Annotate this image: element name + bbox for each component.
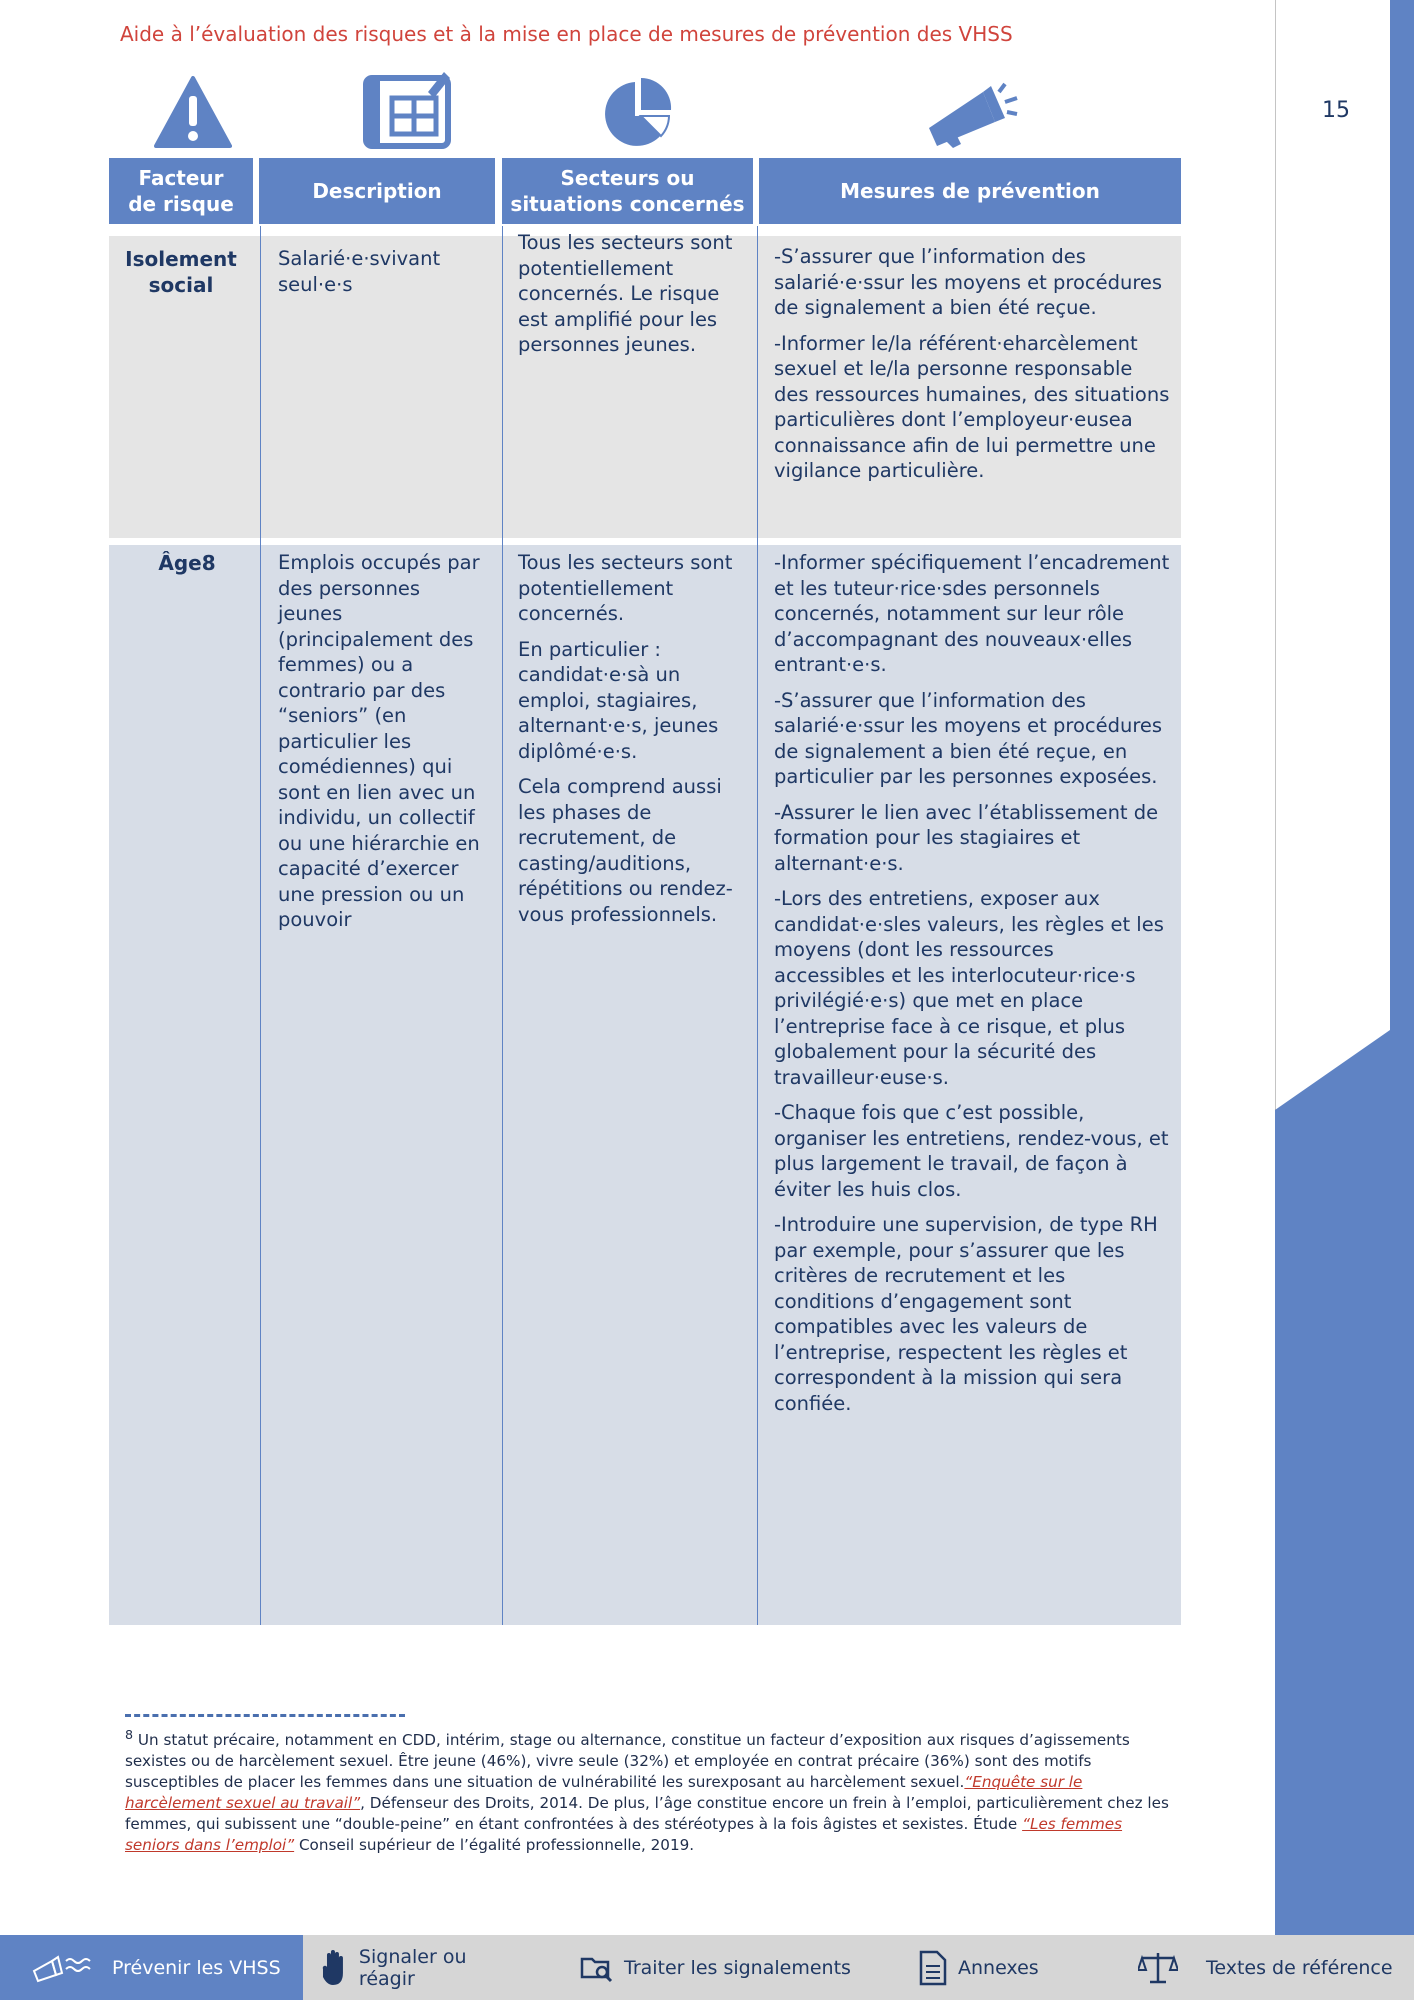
side-tab-decoration [1275,0,1414,1935]
hand-icon [321,1949,349,1987]
measure-item: -Informer le/la référent·eharcèlement sexuel et le/la personne responsable des ressources humaines, des situations particulières dont l’employeur·eusea connaissance afin de lui permettre une vigilance particulière. [774,331,1170,482]
megaphone-icon [925,82,1019,150]
nav-signaler-reagir[interactable]: Signaler ou réagir [303,1935,528,2000]
sector-item: Tous les secteurs sont potentiellement concernés. [518,551,733,625]
measure-item: -Informer spécifiquement l’encadrement et les tuteur·rice·sdes personnels concernés, notamment sur leur rôle d’accompagnant des nouveaux·elles entrant·e·s. [774,551,1170,676]
nav-annexes[interactable]: Annexes [858,1935,1068,2000]
bottom-navigation [0,1935,1414,2000]
risk-factor-age: Âge8 [158,551,216,575]
scales-icon [1138,1951,1178,1985]
pie-chart-icon [603,76,673,148]
column-header-risk-factor: Facteur de risque [109,158,253,224]
nav-textes-reference[interactable]: Textes de référence [1068,1935,1414,2000]
page-number: 15 [1322,98,1350,123]
column-divider [260,226,261,1625]
column-header-measures: Mesures de prévention [759,158,1181,224]
warning-icon [154,76,232,148]
document-icon [918,1950,948,1986]
column-header-sectors: Secteurs ou situations concernés [502,158,753,224]
sector-item: Cela comprend aussi les phases de recrutement, de casting/auditions, répétitions ou rendez-vous professionnels. [518,775,733,926]
page-header-title: Aide à l’évaluation des risques et à la mise en place de mesures de prévention des VHSS [120,22,1013,46]
footnote-separator [125,1714,405,1717]
description-isolement: Salarié·e·svivant seul·e·s [278,247,441,296]
nav-prevenir-vhss[interactable]: Prévenir les VHSS [0,1935,303,2000]
measure-item: -S’assurer que l’information des salarié·e·ssur les moyens et procédures de signalement a bien été reçue, en particulier par les personnes exposées. [774,688,1163,788]
sectors-age [518,550,746,937]
nav-traiter-signalements[interactable]: Traiter les signalements [528,1935,858,2000]
blueprint-icon [362,70,452,150]
measures-age [774,550,1170,1426]
risk-factor-isolement: Isolement social [125,247,237,297]
footnote: $^8$ Un statut précaire, notamment en CDD, intérim, stage ou alternance, constitue un facteur d’exposition aux risques d’agissements sexistes ou de harcèlement sexuel. Être jeune (46%), vivre seule (32%) et employée en contrat précaire (36%) sont des motifs susceptibles de placer les femmes dans une situation de vulnérabilité les surexposant au harcèlement sexuel.“Enquête sur le harcèlement sexuel au travail”, Défenseur des Droits, 2014. De plus, l’âge constitue encore un frein à l’emploi, particulièrement chez les femmes, qui subissent une “double-peine” en étant confrontées à des stéréotypes à la fois âgistes et sexistes. Étude “Les femmes seniors dans l’emploi” Conseil supérieur de l’égalité professionnelle, 2019. [125,1727,1169,1855]
folder-search-icon [580,1953,614,1983]
measure-item: -Introduire une supervision, de type RH par exemple, pour s’assurer que les critères de recrutement et les conditions d’engagement sont compatibles avec les valeurs de l’entreprise, respectent les règles et correspondent à la mission qui sera confiée. [774,1213,1158,1415]
measure-item: -S’assurer que l’information des salarié·e·ssur les moyens et procédures de signalement a bien été reçue. [774,245,1163,319]
sector-item: En particulier : candidat·e·sà un emploi, stagiaires, alternant·e·s, jeunes diplômé·e·s. [518,637,719,763]
megaphone-icon [30,1951,102,1985]
footnote-marker: 8 [125,1727,134,1742]
column-header-description: Description [259,158,495,224]
column-divider [502,226,503,1625]
measure-item: -Chaque fois que c’est possible, organiser les entretiens, rendez-vous, et plus largement le travail, de façon à éviter les huis clos. [774,1101,1169,1201]
description-age: Emplois occupés par des personnes jeunes (principalement des femmes) ou a contrario par des “seniors” (en particulier les comédiennes) qui sont en lien avec un individu, un collectif ou une hiérarchie en capacité d’exercer une pression ou un pouvoir [278,551,480,931]
footnote-link-enquete[interactable]: “Enquête sur le harcèlement sexuel au travail” [125,1773,1083,1813]
measure-item: -Lors des entretiens, exposer aux candidat·e·sles valeurs, les règles et les moyens (dont les ressources accessibles et les interlocuteur·rice·s privilégié·e·s) que met en place l’entreprise face à ce risque, et plus globalement pour la sécurité des travailleur·euse·s. [774,887,1164,1089]
column-divider [757,226,758,1625]
sectors-isolement: Tous les secteurs sont potentiellement concernés. Le risque est amplifié pour les personnes jeunes. [518,231,733,356]
measure-item: -Assurer le lien avec l’établissement de formation pour les stagiaires et alternant·e·s. [774,800,1159,875]
measures-isolement [774,244,1170,494]
footnote-link-femmes-seniors[interactable]: “Les femmes seniors dans l’emploi” [125,1815,1123,1855]
